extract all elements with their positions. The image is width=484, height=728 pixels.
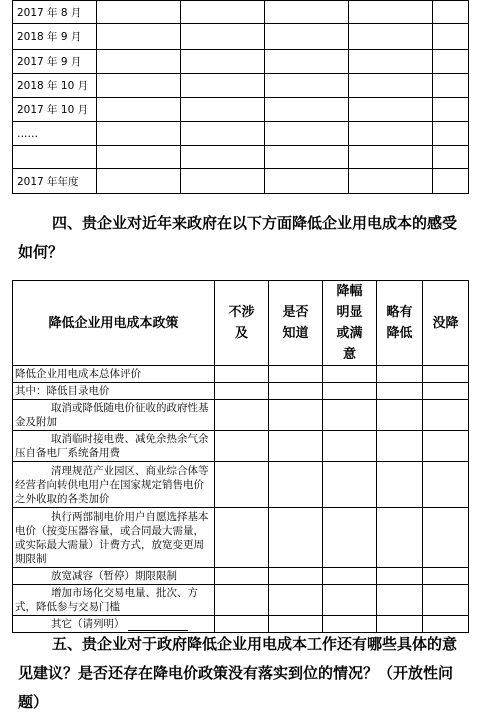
- input-cell[interactable]: [349, 98, 433, 122]
- rating-cell[interactable]: [323, 462, 377, 508]
- input-cell[interactable]: [433, 74, 469, 98]
- policy-label: 放宽减容（暂停）期限限制: [13, 568, 215, 585]
- section-5-question: [18, 630, 470, 717]
- input-cell[interactable]: [97, 169, 181, 194]
- rating-cell[interactable]: [323, 568, 377, 585]
- rating-cell[interactable]: [323, 383, 377, 400]
- rating-cell[interactable]: [423, 366, 469, 383]
- input-cell[interactable]: [433, 98, 469, 122]
- row-label: ……: [13, 122, 97, 146]
- policy-label: 取消临时接电费、减免余热余气余压自备电厂系统备用费: [13, 431, 215, 462]
- rating-cell[interactable]: [323, 366, 377, 383]
- header-aware: 是否知道: [269, 281, 323, 366]
- table-row: [13, 1, 469, 24]
- input-cell[interactable]: [97, 122, 181, 146]
- table-row: [13, 400, 469, 431]
- rating-cell[interactable]: [269, 585, 323, 616]
- input-cell[interactable]: [349, 146, 433, 169]
- rating-cell[interactable]: [377, 400, 423, 431]
- table-row: [13, 98, 469, 122]
- rating-cell[interactable]: [269, 383, 323, 400]
- table-row: [13, 568, 469, 585]
- policy-evaluation-table: [12, 280, 469, 633]
- input-cell[interactable]: [349, 1, 433, 24]
- header-no-reduction: 没降: [423, 281, 469, 366]
- table-row: [13, 169, 469, 194]
- table-row: [13, 462, 469, 508]
- header-slightly-reduced: 略有降低: [377, 281, 423, 366]
- input-cell[interactable]: [181, 122, 265, 146]
- rating-cell[interactable]: [269, 431, 323, 462]
- rating-cell[interactable]: [215, 431, 269, 462]
- input-cell[interactable]: [349, 122, 433, 146]
- rating-cell[interactable]: [323, 400, 377, 431]
- rating-cell[interactable]: [423, 462, 469, 508]
- table-header-row: [13, 281, 469, 366]
- rating-cell[interactable]: [377, 585, 423, 616]
- rating-cell[interactable]: [323, 508, 377, 568]
- input-cell[interactable]: [97, 74, 181, 98]
- policy-label: 取消或降低随电价征收的政府性基金及附加: [13, 400, 215, 431]
- input-cell[interactable]: [433, 24, 469, 50]
- rating-cell[interactable]: [423, 568, 469, 585]
- rating-cell[interactable]: [269, 462, 323, 508]
- monthly-table: [12, 0, 469, 194]
- rating-cell[interactable]: [269, 400, 323, 431]
- input-cell[interactable]: [265, 24, 349, 50]
- table-row: [13, 74, 469, 98]
- rating-cell[interactable]: [323, 431, 377, 462]
- input-cell[interactable]: [349, 74, 433, 98]
- input-cell[interactable]: [433, 50, 469, 74]
- input-cell[interactable]: [349, 169, 433, 194]
- policy-label: 增加市场化交易电量、批次、方式，降低参与交易门槛: [13, 585, 215, 616]
- rating-cell[interactable]: [377, 383, 423, 400]
- table-row: [13, 122, 469, 146]
- input-cell[interactable]: [97, 50, 181, 74]
- row-label: [13, 146, 97, 169]
- section-5-text: 五、贵企业对于政府降低企业用电成本工作还有哪些具体的意见建议？是否还存在降电价政策没有落实到位的情况？（开放性问题）: [18, 635, 458, 711]
- rating-cell[interactable]: [377, 508, 423, 568]
- policy-label: 其中：降低目录电价: [13, 383, 215, 400]
- input-cell[interactable]: [97, 98, 181, 122]
- header-satisfied: 降幅明显或满意: [323, 281, 377, 366]
- rating-cell[interactable]: [377, 568, 423, 585]
- rating-cell[interactable]: [215, 462, 269, 508]
- table-row: [13, 508, 469, 568]
- input-cell[interactable]: [265, 74, 349, 98]
- rating-cell[interactable]: [423, 400, 469, 431]
- table-row: [13, 431, 469, 462]
- input-cell[interactable]: [265, 122, 349, 146]
- input-cell[interactable]: [349, 24, 433, 50]
- row-label: 2018 年 10 月: [13, 74, 97, 98]
- policy-label: 执行两部制电价用户自愿选择基本电价（按变压器容量，或合同最大需量，或实际最大需量）计费方式，放宽变更周期限制: [13, 508, 215, 568]
- rating-cell[interactable]: [215, 400, 269, 431]
- input-cell[interactable]: [433, 122, 469, 146]
- input-cell[interactable]: [97, 1, 181, 24]
- input-cell[interactable]: [181, 1, 265, 24]
- rating-cell[interactable]: [377, 431, 423, 462]
- input-cell[interactable]: [181, 50, 265, 74]
- rating-cell[interactable]: [215, 568, 269, 585]
- rating-cell[interactable]: [423, 383, 469, 400]
- rating-cell[interactable]: [269, 568, 323, 585]
- rating-cell[interactable]: [269, 508, 323, 568]
- table-row: [13, 50, 469, 74]
- rating-cell[interactable]: [377, 366, 423, 383]
- table-row: [13, 366, 469, 383]
- policy-label: 其它（请列明）: [13, 616, 215, 633]
- input-cell[interactable]: [181, 98, 265, 122]
- table-row: [13, 383, 469, 400]
- input-cell[interactable]: [349, 50, 433, 74]
- input-cell[interactable]: [433, 146, 469, 169]
- table-row: [13, 585, 469, 616]
- input-cell[interactable]: [265, 1, 349, 24]
- input-cell[interactable]: [265, 146, 349, 169]
- section-4-text: 四、贵企业对近年来政府在以下方面降低企业用电成本的感受如何？: [18, 214, 458, 261]
- rating-cell[interactable]: [377, 462, 423, 508]
- row-label: 2017 年 9 月: [13, 50, 97, 74]
- input-cell[interactable]: [433, 1, 469, 24]
- rating-cell[interactable]: [423, 508, 469, 568]
- header-policy: 降低企业用电成本政策: [13, 281, 215, 366]
- row-label: 2017 年 8 月: [13, 1, 97, 24]
- policy-label: 降低企业用电成本总体评价: [13, 366, 215, 383]
- input-cell[interactable]: [265, 50, 349, 74]
- input-cell[interactable]: [433, 169, 469, 194]
- row-label: 2017 年年度: [13, 169, 97, 194]
- rating-cell[interactable]: [215, 585, 269, 616]
- input-cell[interactable]: [97, 146, 181, 169]
- input-cell[interactable]: [181, 74, 265, 98]
- rating-cell[interactable]: [423, 431, 469, 462]
- input-cell[interactable]: [97, 24, 181, 50]
- rating-cell[interactable]: [423, 585, 469, 616]
- row-label: 2018 年 9 月: [13, 24, 97, 50]
- row-label: 2017 年 10 月: [13, 98, 97, 122]
- input-cell[interactable]: [181, 169, 265, 194]
- input-cell[interactable]: [265, 98, 349, 122]
- table-row: [13, 146, 469, 169]
- rating-cell[interactable]: [269, 366, 323, 383]
- input-cell[interactable]: [181, 146, 265, 169]
- header-not-involved: 不涉及: [215, 281, 269, 366]
- section-4-question: [18, 209, 470, 267]
- rating-cell[interactable]: [215, 508, 269, 568]
- rating-cell[interactable]: [215, 366, 269, 383]
- policy-label: 清理规范产业园区、商业综合体等经营者向转供电用户在国家规定销售电价之外收取的各类加价: [13, 462, 215, 508]
- rating-cell[interactable]: [323, 585, 377, 616]
- rating-cell[interactable]: [215, 383, 269, 400]
- table-row: [13, 24, 469, 50]
- input-cell[interactable]: [181, 24, 265, 50]
- input-cell[interactable]: [265, 169, 349, 194]
